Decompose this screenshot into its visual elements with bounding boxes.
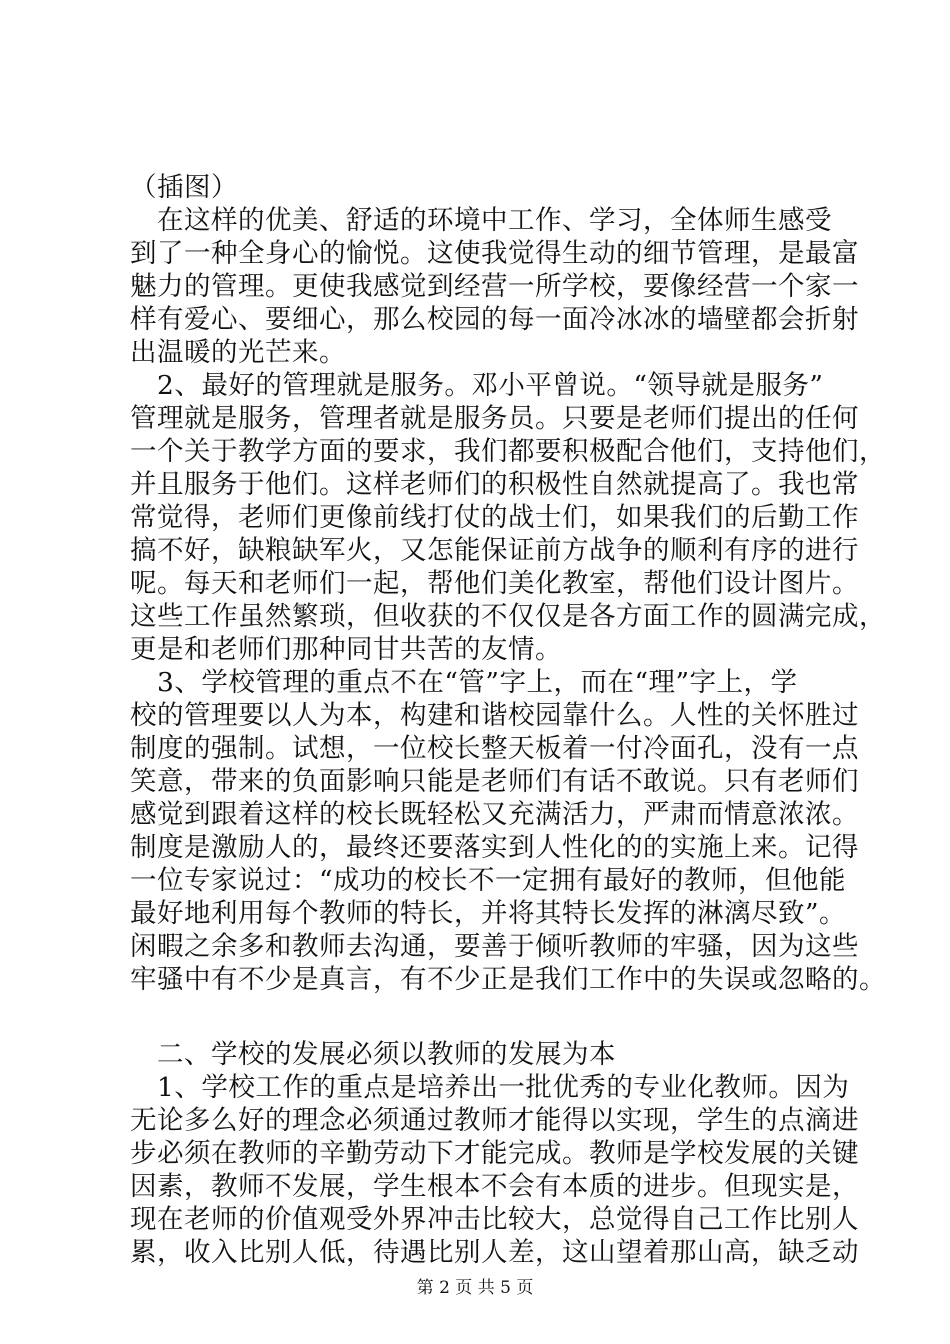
text-line: 魅力的管理。更使我感觉到经营一所学校，要像经营一个家一 xyxy=(130,271,859,302)
text-line: 笑意，带来的负面影响只能是老师们有话不敢说。只有老师们 xyxy=(130,766,859,797)
text-line: 更是和老师们那种同甘共苦的友情。 xyxy=(130,634,562,665)
text-line: 搞不好，缺粮缺军火，又怎能保证前方战争的顺利有序的进行 xyxy=(130,535,859,566)
text-line: （插图） xyxy=(130,172,238,203)
text-line: 闲暇之余多和教师去沟通，要善于倾听教师的牢骚，因为这些 xyxy=(130,931,859,962)
text-line: 这些工作虽然繁琐，但收获的不仅仅是各方面工作的圆满完成， xyxy=(130,601,886,632)
text-line: 到了一种全身心的愉悦。这使我觉得生动的细节管理，是最富 xyxy=(130,238,859,269)
text-line: 制度是激励人的，最终还要落实到人性化的的实施上来。记得 xyxy=(130,832,859,863)
text-line: 牢骚中有不少是真言，有不少正是我们工作中的失误或忽略的。 xyxy=(130,964,886,995)
text-line: 呢。每天和老师们一起，帮他们美化教室，帮他们设计图片。 xyxy=(130,568,859,599)
text-line: 因素，教师不发展，学生根本不会有本质的进步。但现实是， xyxy=(130,1171,859,1202)
text-line: 管理就是服务，管理者就是服务员。只要是老师们提出的任何 xyxy=(130,403,859,434)
text-line: 校的管理要以人为本，构建和谐校园靠什么。人性的关怀胜过 xyxy=(130,700,859,731)
text-line: 一个关于教学方面的要求，我们都要积极配合他们，支持他们， xyxy=(130,436,886,467)
text-line: 一位专家说过：“成功的校长不一定拥有最好的教师，但他能 xyxy=(130,865,847,896)
text-line: 在这样的优美、舒适的环境中工作、学习，全体师生感受 xyxy=(130,205,832,236)
text-line: 无论多么好的理念必须通过教师才能得以实现，学生的点滴进 xyxy=(130,1105,859,1136)
text-line: 3、学校管理的重点不在“管”字上，而在“理”字上，学 xyxy=(130,667,798,698)
text-line: 出温暖的光芒来。 xyxy=(130,337,346,368)
text-line: 制度的强制。试想，一位校长整天板着一付冷面孔，没有一点 xyxy=(130,733,859,764)
text-line: 现在老师的价值观受外界冲击比较大，总觉得自己工作比别人 xyxy=(130,1204,859,1235)
text-line: 并且服务于他们。这样老师们的积极性自然就提高了。我也常 xyxy=(130,469,859,500)
text-line: 样有爱心、要细心，那么校园的每一面冷冰冰的墙壁都会折射 xyxy=(130,304,859,335)
text-line: 2、最好的管理就是服务。邓小平曾说。“领导就是服务” xyxy=(130,370,824,401)
text-line: 感觉到跟着这样的校长既轻松又充满活力，严肃而情意浓浓。 xyxy=(130,799,859,830)
page-number-footer: 第 2 页 共 5 页 xyxy=(416,1278,534,1298)
text-line: 常觉得，老师们更像前线打仗的战士们，如果我们的后勤工作 xyxy=(130,502,859,533)
section-heading: 二、学校的发展必须以教师的发展为本 xyxy=(130,1039,616,1070)
text-line: 累，收入比别人低，待遇比别人差，这山望着那山高，缺乏动 xyxy=(130,1237,859,1268)
text-line: 1、学校工作的重点是培养出一批优秀的专业化教师。因为 xyxy=(130,1072,850,1103)
text-line: 步必须在教师的辛勤劳动下才能完成。教师是学校发展的关键 xyxy=(130,1138,859,1169)
text-line: 最好地利用每个教师的特长，并将其特长发挥的淋漓尽致”。 xyxy=(130,898,847,929)
